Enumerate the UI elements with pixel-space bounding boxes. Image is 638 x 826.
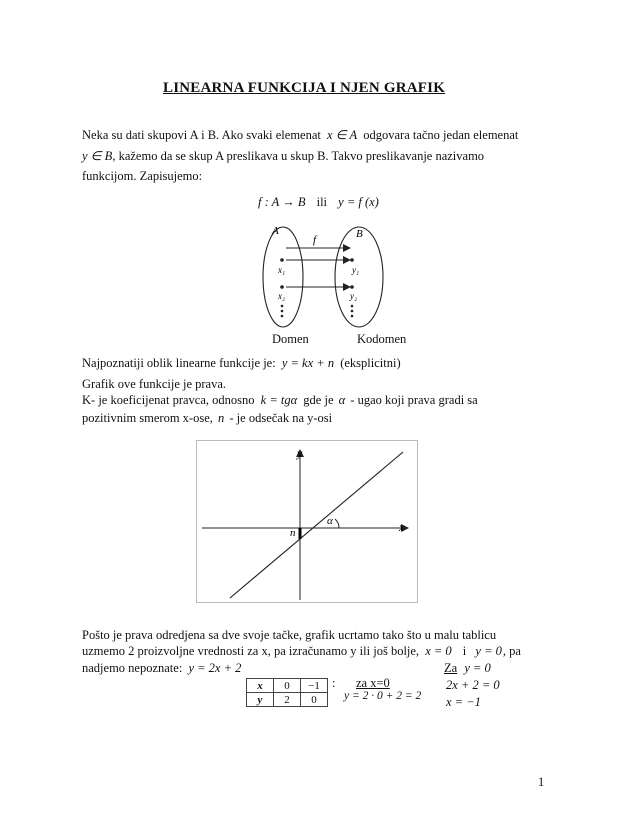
page-number: 1 bbox=[538, 775, 545, 789]
mapping-f-label: f bbox=[313, 234, 317, 246]
domain-label: Domen bbox=[272, 332, 309, 346]
dot bbox=[281, 310, 284, 313]
math-x-0: x = 0 bbox=[425, 644, 452, 658]
table-row bbox=[247, 693, 328, 707]
table-cell: 2 bbox=[274, 693, 301, 707]
table-cell: y bbox=[247, 693, 274, 707]
x1-label: x₁ bbox=[278, 265, 286, 275]
calc-y0-eq1: 2x + 2 = 0 bbox=[446, 678, 500, 692]
linear-text: (eksplicitni) bbox=[340, 356, 401, 370]
table-row bbox=[247, 679, 328, 693]
linear-text: - je odsečak na y-osi bbox=[229, 411, 333, 425]
x-axis-label: x bbox=[399, 520, 405, 534]
method-line-1: Pošto je prava odredjena sa dve svoje tačke, grafik ucrtamo tako što u malu tablicu bbox=[82, 628, 497, 642]
linear-line-1 bbox=[82, 356, 401, 371]
math-k-tg-alpha: k = tgα bbox=[260, 393, 298, 407]
linear-text: - ugao koji prava gradi sa bbox=[350, 393, 478, 407]
y2-label: y₂ bbox=[350, 291, 358, 301]
math-alpha: α bbox=[338, 393, 346, 407]
linear-text: gde je bbox=[303, 393, 334, 407]
linear-text: K- je koeficijenat pravca, odnosno bbox=[82, 393, 255, 407]
math-y-2x-2: y = 2x + 2 bbox=[188, 661, 242, 675]
notation-or: ili bbox=[316, 195, 328, 209]
set-b-label: B bbox=[356, 228, 363, 240]
calc-y0-heading bbox=[444, 661, 491, 676]
math-y-0: y = 0 bbox=[475, 644, 502, 658]
math-y-fx: y = f (x) bbox=[338, 195, 379, 209]
y-axis-label: y bbox=[297, 446, 303, 460]
table-cell: 0 bbox=[274, 679, 301, 693]
mapping-diagram bbox=[258, 224, 398, 330]
function-notation bbox=[258, 195, 379, 210]
point-x2 bbox=[280, 285, 284, 289]
x2-label: x₂ bbox=[278, 291, 286, 301]
page-title: LINEARNA FUNKCIJA I NJEN GRAFIK bbox=[163, 80, 446, 96]
math-y-in-b: y ∈ B bbox=[82, 149, 113, 163]
set-a-ellipse bbox=[263, 227, 303, 327]
calc-y0-eq2: x = −1 bbox=[446, 695, 481, 709]
calc-x0-heading: za x=0 bbox=[356, 676, 390, 690]
intro-text: odgovara tačno jedan elemenat bbox=[363, 128, 519, 142]
za-label: Za bbox=[444, 661, 458, 675]
method-line-2 bbox=[82, 644, 521, 659]
table-cell: 0 bbox=[301, 693, 328, 707]
angle-arc bbox=[335, 519, 339, 528]
method-and: i bbox=[462, 644, 467, 658]
intro-line-1 bbox=[82, 127, 518, 143]
calc-x0-eq: y = 2 · 0 + 2 = 2 bbox=[344, 690, 422, 702]
linear-text: pozitivnim smerom x-ose, bbox=[82, 411, 213, 425]
table-cell: x bbox=[247, 679, 274, 693]
n-label: n bbox=[290, 527, 296, 539]
y1-label: y₁ bbox=[352, 265, 360, 275]
codomain-label: Kodomen bbox=[357, 332, 407, 346]
method-text: uzmemo 2 proizvoljne vrednosti za x, pa izračunamo y ili još bolje, bbox=[82, 644, 420, 658]
linear-line-3 bbox=[82, 393, 478, 408]
linear-text: Najpoznatiji oblik linearne funkcije je: bbox=[82, 356, 276, 370]
dot bbox=[351, 310, 354, 313]
linear-line-2: Grafik ove funkcije je prava. bbox=[82, 377, 227, 391]
dot bbox=[281, 305, 284, 308]
table-cell: −1 bbox=[301, 679, 328, 693]
math-y-eq-0: y = 0 bbox=[464, 661, 491, 675]
point-y2 bbox=[350, 285, 354, 289]
method-line-3 bbox=[82, 661, 241, 676]
math-f-a-b: f : A → B bbox=[258, 195, 306, 209]
intro-text: , kažemo da se skup A preslikava u skup B. Takvo preslikavanje nazivamo bbox=[112, 149, 485, 163]
method-text: , pa bbox=[502, 644, 521, 658]
math-y-kx-n: y = kx + n bbox=[281, 356, 335, 370]
set-b-ellipse bbox=[335, 227, 383, 327]
value-table bbox=[246, 678, 328, 707]
dot bbox=[351, 315, 354, 318]
point-y1 bbox=[350, 258, 354, 262]
dot bbox=[351, 305, 354, 308]
math-x-in-a: x ∈ A bbox=[327, 128, 358, 142]
linear-line-4 bbox=[82, 411, 332, 426]
alpha-label: α bbox=[327, 515, 333, 527]
line-graph bbox=[196, 440, 418, 603]
calc-x0-colon: : bbox=[332, 676, 336, 690]
point-x1 bbox=[280, 258, 284, 262]
function-line bbox=[230, 452, 403, 598]
intro-text: Neka su dati skupovi A i B. Ako svaki elemenat bbox=[82, 128, 321, 142]
graph-frame bbox=[197, 441, 418, 603]
intro-line-3: funkcijom. Zapisujemo: bbox=[82, 169, 203, 183]
set-a-label: A bbox=[272, 225, 279, 237]
dot bbox=[281, 315, 284, 318]
math-n: n bbox=[218, 411, 225, 425]
method-text: nadjemo nepoznate: bbox=[82, 661, 183, 675]
intro-line-2 bbox=[82, 148, 484, 164]
